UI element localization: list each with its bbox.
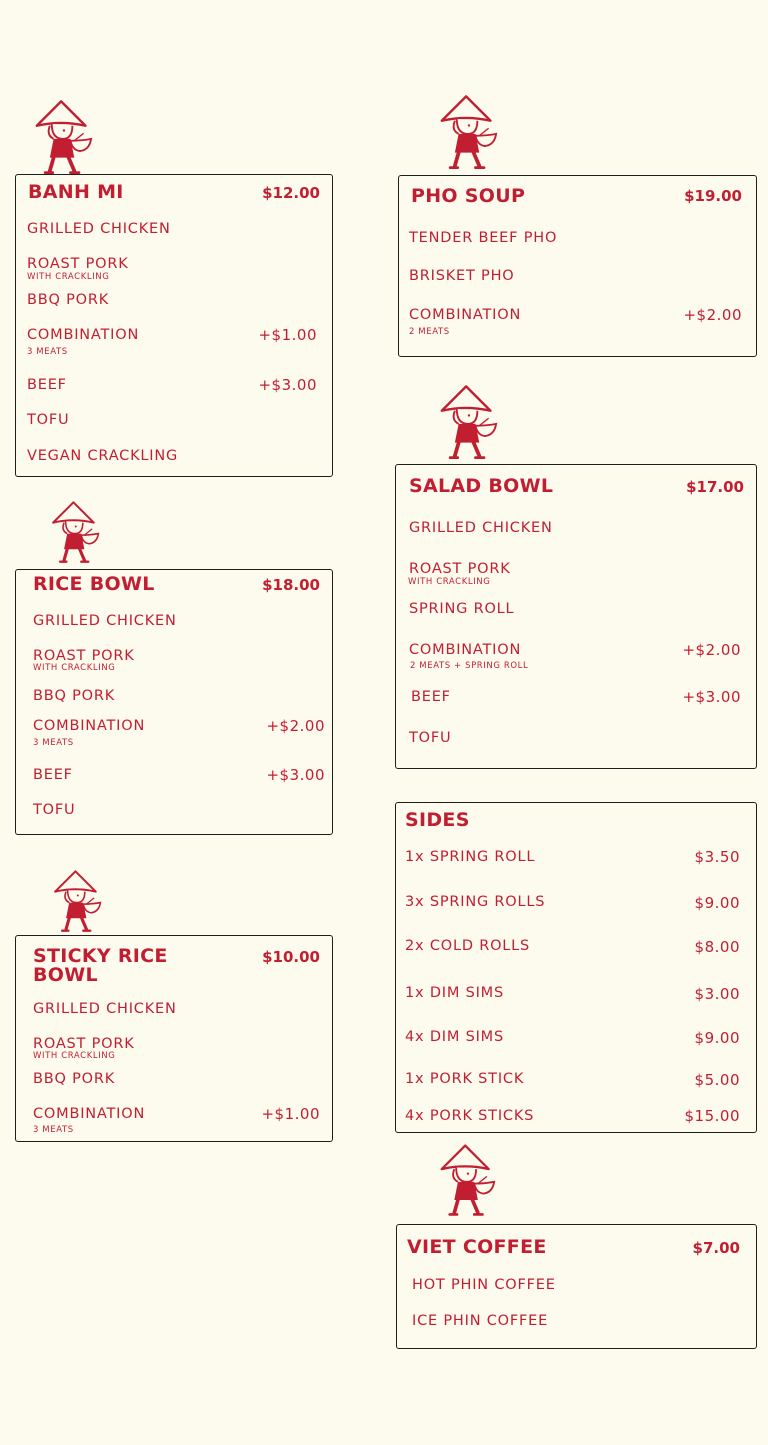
sides-card	[395, 802, 757, 1133]
menu-item-price: +$2.00	[683, 306, 742, 324]
coffee-title: VIET COFFEE	[407, 1236, 547, 1258]
menu-item: BEEF	[411, 689, 451, 705]
menu-item-price: +$1.00	[258, 326, 317, 344]
salad-card	[395, 464, 757, 769]
menu-item: BBQ PORK	[33, 1071, 116, 1087]
mascot-coffee-icon	[438, 1138, 496, 1222]
menu-item: BBQ PORK	[27, 292, 110, 308]
menu-item-price: $5.00	[694, 1071, 740, 1089]
mascot-sticky-rice-icon	[52, 866, 102, 936]
menu-item: GRILLED CHICKEN	[27, 221, 171, 237]
sticky-rice-title-line2: BOWL	[33, 964, 98, 986]
sides-title: SIDES	[405, 809, 470, 831]
pho-card	[398, 175, 757, 357]
sticky-rice-price: $10.00	[262, 948, 320, 966]
menu-item-price: $9.00	[694, 1029, 740, 1047]
menu-item-price: +$2.00	[266, 717, 325, 735]
menu-item: BRISKET PHO	[409, 268, 515, 284]
menu-item: TOFU	[33, 802, 76, 818]
menu-item-price: +$1.00	[261, 1105, 320, 1123]
menu-item-note: WITH CRACKLING	[33, 663, 116, 673]
menu-item: GRILLED CHICKEN	[409, 520, 553, 536]
menu-item-price: $9.00	[694, 894, 740, 912]
rice-bowl-title: RICE BOWL	[33, 573, 155, 595]
salad-price: $17.00	[686, 478, 744, 496]
menu-item: COMBINATION	[27, 327, 140, 343]
menu-item: 2x COLD ROLLS	[405, 938, 531, 954]
menu-item: TOFU	[409, 730, 452, 746]
menu-item: GRILLED CHICKEN	[33, 613, 177, 629]
menu-item-price: +$2.00	[682, 641, 741, 659]
banh-mi-price: $12.00	[262, 184, 320, 202]
menu-item: COMBINATION	[409, 307, 522, 323]
rice-bowl-card	[15, 569, 333, 835]
menu-item: BEEF	[27, 377, 67, 393]
menu-item: COMBINATION	[33, 1106, 146, 1122]
pho-price: $19.00	[684, 187, 742, 205]
menu-item-note: WITH CRACKLING	[27, 272, 110, 282]
menu-item: VEGAN CRACKLING	[27, 448, 179, 464]
menu-item: 1x PORK STICK	[405, 1071, 525, 1087]
menu-item: ROAST PORK	[409, 561, 511, 577]
menu-item: 1x DIM SIMS	[405, 985, 504, 1001]
menu-item: TENDER BEEF PHO	[409, 230, 558, 246]
menu-item-note: 2 MEATS + SPRING ROLL	[410, 661, 529, 671]
coffee-price: $7.00	[692, 1239, 740, 1257]
coffee-card	[396, 1224, 757, 1349]
sticky-rice-card	[15, 935, 333, 1142]
salad-title: SALAD BOWL	[409, 475, 554, 497]
rice-bowl-price: $18.00	[262, 576, 320, 594]
banh-mi-title: BANH MI	[28, 181, 124, 203]
mascot-salad-icon	[438, 380, 498, 464]
pho-title: PHO SOUP	[411, 185, 526, 207]
menu-item: COMBINATION	[33, 718, 146, 734]
menu-item-note: WITH CRACKLING	[408, 577, 491, 587]
menu-item-price: $15.00	[684, 1107, 740, 1125]
menu-item-price: $8.00	[694, 938, 740, 956]
menu-item-note: 3 MEATS	[27, 347, 68, 357]
menu-item-price: +$3.00	[258, 376, 317, 394]
menu-item-note: 2 MEATS	[409, 327, 450, 337]
menu-item: TOFU	[27, 412, 70, 428]
sticky-rice-title-line1: STICKY RICE	[33, 945, 168, 967]
menu-item-note: 3 MEATS	[33, 738, 74, 748]
menu-item: COMBINATION	[409, 642, 522, 658]
menu-item: ROAST PORK	[33, 648, 135, 664]
mascot-pho-icon	[438, 91, 498, 173]
menu-item-note: 3 MEATS	[33, 1125, 74, 1135]
banh-mi-card	[15, 174, 333, 477]
mascot-banh-mi-icon	[33, 96, 93, 178]
menu-item: GRILLED CHICKEN	[33, 1001, 177, 1017]
menu-item-price: +$3.00	[682, 688, 741, 706]
menu-item-price: $3.50	[694, 848, 740, 866]
menu-item: BBQ PORK	[33, 688, 116, 704]
menu-item-note: WITH CRACKLING	[33, 1051, 116, 1061]
menu-item: SPRING ROLL	[409, 601, 515, 617]
menu-item: BEEF	[33, 767, 73, 783]
menu-item: ROAST PORK	[33, 1036, 135, 1052]
menu-item-price: +$3.00	[266, 766, 325, 784]
mascot-rice-bowl-icon	[50, 496, 100, 568]
menu-item: 4x PORK STICKS	[405, 1108, 535, 1124]
menu-item: ICE PHIN COFFEE	[412, 1313, 549, 1329]
menu-item: 1x SPRING ROLL	[405, 849, 536, 865]
menu-item: 3x SPRING ROLLS	[405, 894, 546, 910]
menu-item: 4x DIM SIMS	[405, 1029, 504, 1045]
menu-item-price: $3.00	[694, 985, 740, 1003]
menu-item: HOT PHIN COFFEE	[412, 1277, 556, 1293]
menu-item: ROAST PORK	[27, 256, 129, 272]
